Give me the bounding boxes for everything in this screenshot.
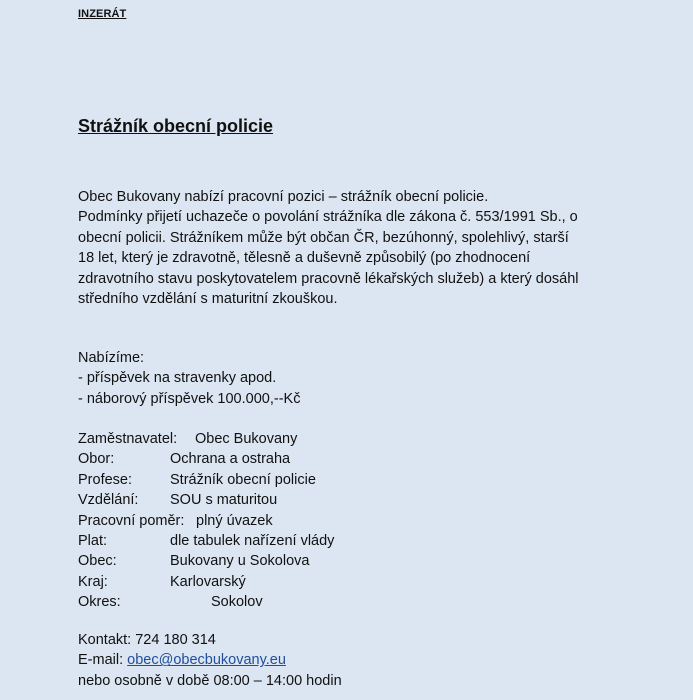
detail-value: Ochrana a ostraha (170, 451, 291, 468)
detail-key: Okres: (78, 594, 121, 611)
detail-value: Sokolov (211, 594, 263, 611)
detail-value: dle tabulek nařízení vlády (170, 532, 335, 549)
intro-line: středního vzdělání s maturitní zkouškou. (78, 291, 338, 308)
offer-heading: Nabízíme: (78, 350, 145, 366)
email-label: E-mail: (78, 652, 128, 669)
detail-key: Obor: (78, 451, 115, 468)
hours-line: nebo osobně v době 08:00 – 14:00 hodin (78, 672, 342, 689)
intro-paragraph (78, 187, 638, 309)
offer-section (78, 348, 300, 409)
detail-key: Obec: (78, 553, 117, 570)
detail-key: Kraj: (78, 573, 108, 590)
intro-line: 18 let, který je zdravotně, tělesně a duševně způsobilý (po zhodnocení (78, 250, 531, 267)
intro-line: zdravotního stavu poskytovatelem pracovně lékařských služeb) a který dosáhl (78, 270, 579, 287)
intro-line: obecní policii. Strážníkem může být občan ČR, bezúhonný, spolehlivý, starší (78, 229, 569, 246)
detail-key: Profese: (78, 471, 132, 488)
intro-line: Obec Bukovany nabízí pracovní pozici – strážník obecní policie. (78, 189, 489, 205)
detail-value: Strážník obecní policie (170, 471, 316, 488)
detail-value: Bukovany u Sokolova (170, 553, 310, 570)
detail-key: Zaměstnavatel: (78, 431, 178, 447)
ad-label: INZERÁT (78, 8, 127, 20)
phone-line: Kontakt: 724 180 314 (78, 632, 216, 648)
intro-line: Podmínky přijetí uchazeče o povolání strážníka dle zákona č. 553/1991 Sb., o (78, 209, 578, 226)
offer-item: - příspěvek na stravenky apod. (78, 370, 277, 387)
detail-value: Obec Bukovany (195, 431, 298, 447)
email-link[interactable]: obec@obecbukovany.eu (127, 652, 286, 669)
email-line (78, 650, 342, 670)
detail-value: SOU s maturitou (170, 492, 278, 509)
detail-key: Vzdělání: (78, 492, 139, 509)
detail-key: Plat: (78, 532, 108, 549)
detail-value: Karlovarský (170, 573, 246, 590)
detail-value: plný úvazek (196, 512, 273, 529)
detail-key: Pracovní poměr: (78, 512, 185, 529)
page-title: Strážník obecní policie (78, 116, 274, 136)
offer-item: - náborový příspěvek 100.000,--Kč (78, 390, 301, 407)
contact-section (78, 630, 342, 691)
